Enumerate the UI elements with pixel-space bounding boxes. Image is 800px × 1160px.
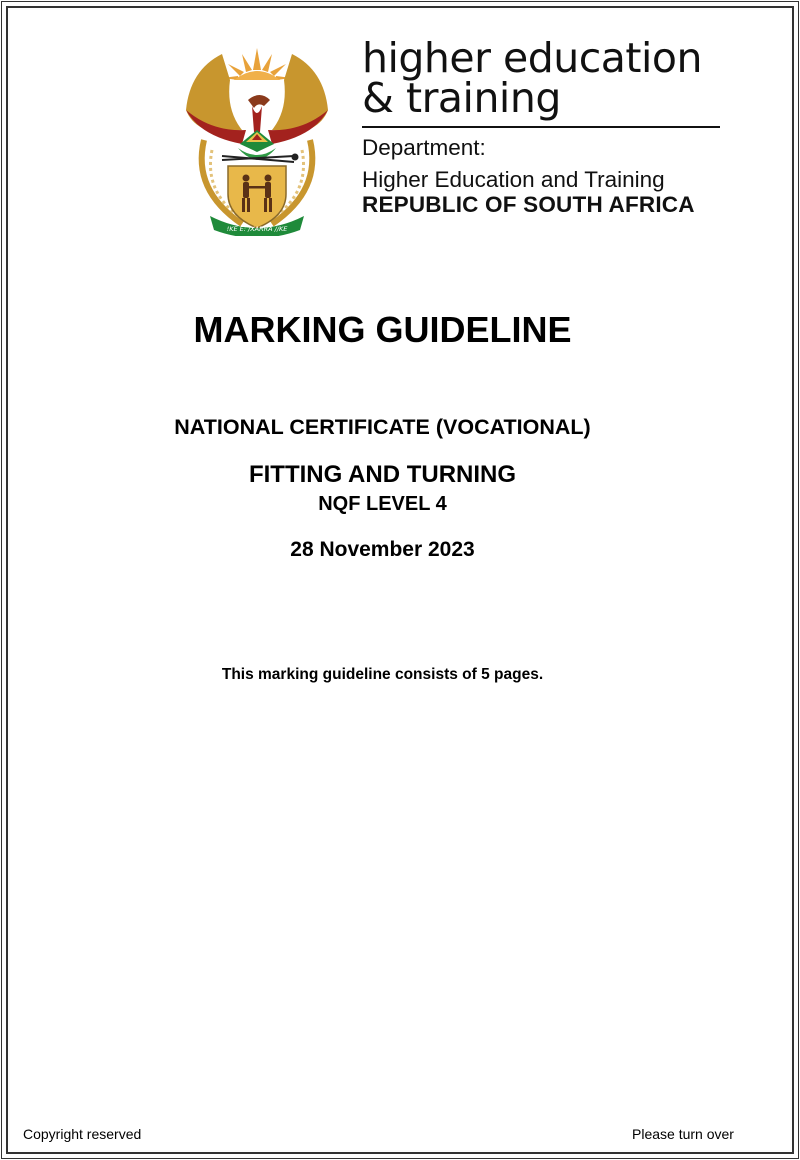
motto-text: !KE E: /XARRA //KE xyxy=(226,225,288,233)
brand-title-line2: & training xyxy=(362,74,561,122)
department-name: Higher Education and Training xyxy=(362,167,665,192)
nqf-level: NQF LEVEL 4 xyxy=(318,493,447,515)
country-name: REPUBLIC OF SOUTH AFRICA xyxy=(362,192,695,217)
page-count-note: This marking guideline consists of 5 pages. xyxy=(221,666,544,683)
copyright-notice: Copyright reserved xyxy=(23,1126,142,1142)
subject-name: FITTING AND TURNING xyxy=(248,461,517,488)
brand-divider xyxy=(362,126,720,128)
turn-over-notice: Please turn over xyxy=(632,1126,734,1142)
qualification-name: NATIONAL CERTIFICATE (VOCATIONAL) xyxy=(174,415,591,439)
brand-title-line1: higher education xyxy=(362,34,702,82)
exam-date: 28 November 2023 xyxy=(290,538,475,561)
document-title: MARKING GUIDELINE xyxy=(193,309,572,350)
department-branding xyxy=(362,34,727,218)
coat-of-arms-icon xyxy=(182,40,332,236)
department-label: Department: xyxy=(362,135,486,160)
